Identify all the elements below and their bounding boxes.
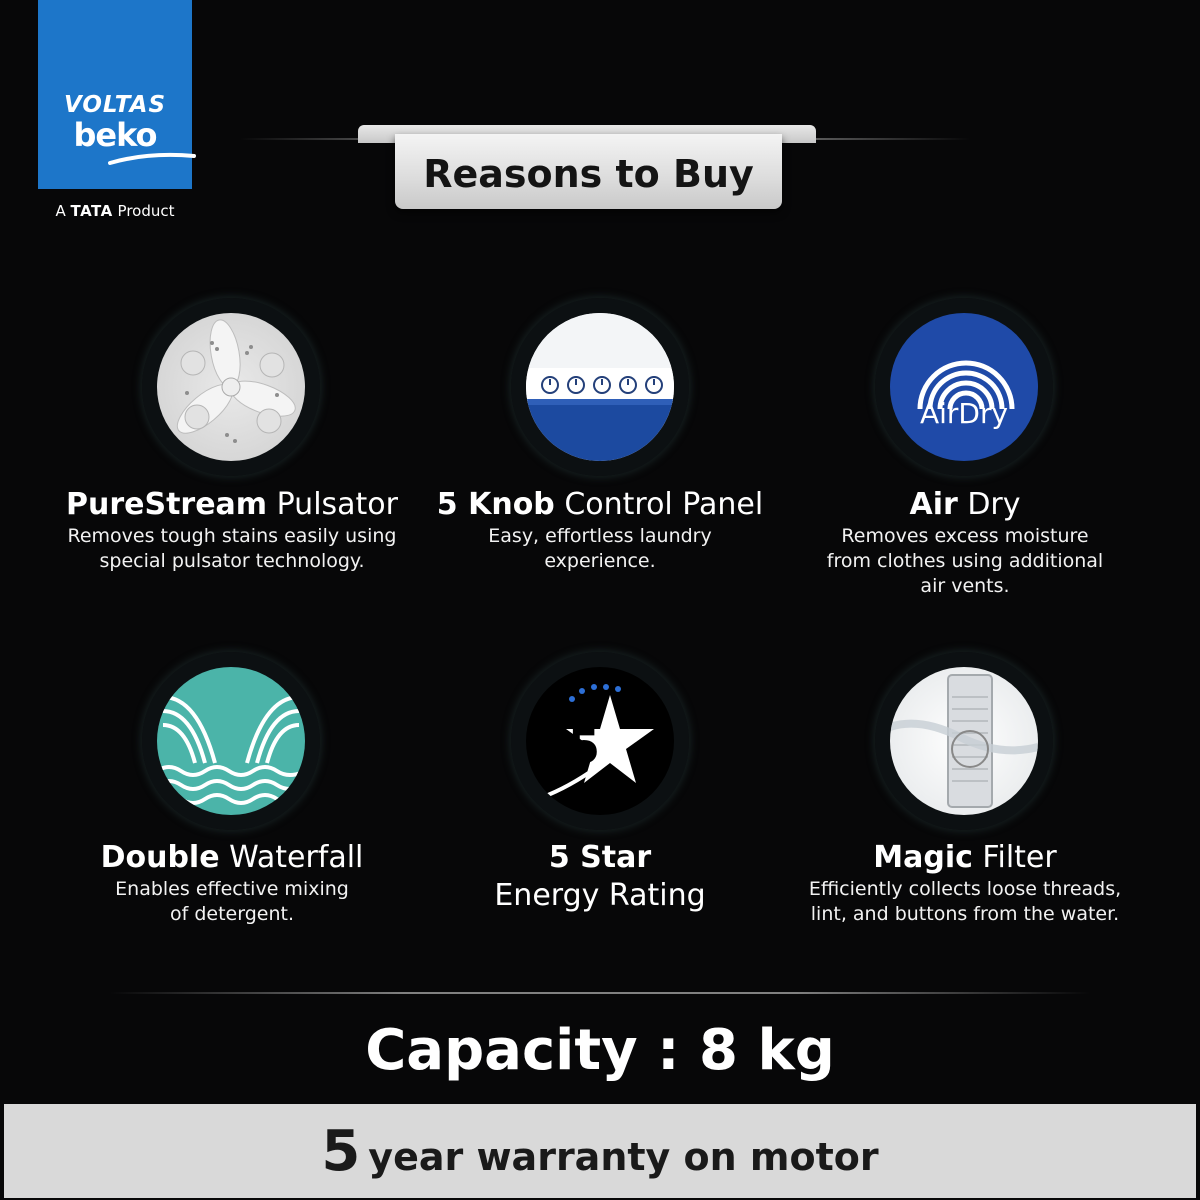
five-star-icon-number: 5 (567, 720, 601, 774)
feature-desc-line: air vents. (920, 575, 1010, 597)
feature-desc-line: Removes tough stains easily using (67, 525, 397, 547)
five-star-icon (526, 667, 674, 815)
control-panel-badge (511, 298, 689, 476)
airdry-badge (875, 298, 1053, 476)
feature-desc-line: Efficiently collects loose threads, (808, 878, 1122, 900)
tagline-brand: TATA (70, 202, 113, 220)
waterfall-icon (157, 667, 305, 815)
brand-tagline (38, 202, 192, 220)
airdry-icon-label: AirDry (919, 397, 1009, 430)
bottom-divider (110, 992, 1090, 994)
feature-title-bold: Air (909, 487, 958, 522)
feature-title-bold: 5 Knob (436, 487, 555, 522)
control-panel-icon (526, 313, 674, 461)
feature-title (780, 486, 1150, 524)
feature-title-bold: Double (100, 840, 220, 875)
feature-desc-line: Enables effective mixing (115, 878, 349, 900)
feature-title-bold: Magic (873, 840, 973, 875)
feature-title-light: Waterfall (219, 840, 364, 875)
feature-title-light: Control Panel (554, 487, 764, 522)
brand-swoosh-icon (108, 150, 198, 166)
feature-desc-line: Removes excess moisture (841, 525, 1089, 547)
feature-title-bold: 5 Star (548, 840, 652, 875)
warranty-banner (4, 1104, 1196, 1198)
feature-waterfall (47, 839, 417, 927)
warranty-number: 5 (321, 1118, 361, 1184)
header-banner (395, 134, 782, 209)
feature-title (47, 486, 417, 524)
feature-title (415, 486, 785, 524)
airdry-icon (890, 313, 1038, 461)
five-star-badge (511, 652, 689, 830)
brand-logo-beko: beko (73, 116, 157, 154)
feature-airdry (780, 486, 1150, 599)
feature-title-bold: PureStream (65, 487, 268, 522)
magic-filter-icon (890, 667, 1038, 815)
feature-title-light: Dry (957, 487, 1021, 522)
tagline-suffix: Product (117, 202, 175, 220)
warranty-description: year warranty on motor (368, 1134, 879, 1179)
pulsator-icon (157, 313, 305, 461)
page-title: Reasons to Buy (423, 151, 754, 196)
feature-desc-line: from clothes using additional (826, 550, 1104, 572)
feature-magic-filter (780, 839, 1150, 927)
brand-logo-voltas: VOLTAS (63, 92, 167, 118)
feature-title (415, 839, 785, 877)
feature-title-light: Filter (972, 840, 1057, 875)
feature-five-star (415, 839, 785, 915)
feature-title-light: Pulsator (267, 487, 398, 522)
feature-desc-line: Easy, effortless laundry (488, 525, 712, 547)
capacity-label: Capacity : 8 kg (365, 1018, 835, 1083)
feature-purestream (47, 486, 417, 574)
feature-title (47, 839, 417, 877)
magic-filter-badge (875, 652, 1053, 830)
warranty-text (321, 1119, 878, 1184)
tagline-prefix: A (55, 202, 66, 220)
waterfall-badge (142, 652, 320, 830)
feature-title (780, 839, 1150, 877)
feature-desc-line: special pulsator technology. (99, 550, 365, 572)
feature-control-panel (415, 486, 785, 574)
feature-desc-line: lint, and buttons from the water. (810, 903, 1120, 925)
feature-desc-line: experience. (544, 550, 656, 572)
feature-subtitle: Energy Rating (494, 878, 706, 913)
brand-logo (38, 0, 192, 189)
feature-desc-line: of detergent. (169, 903, 294, 925)
pulsator-badge (142, 298, 320, 476)
